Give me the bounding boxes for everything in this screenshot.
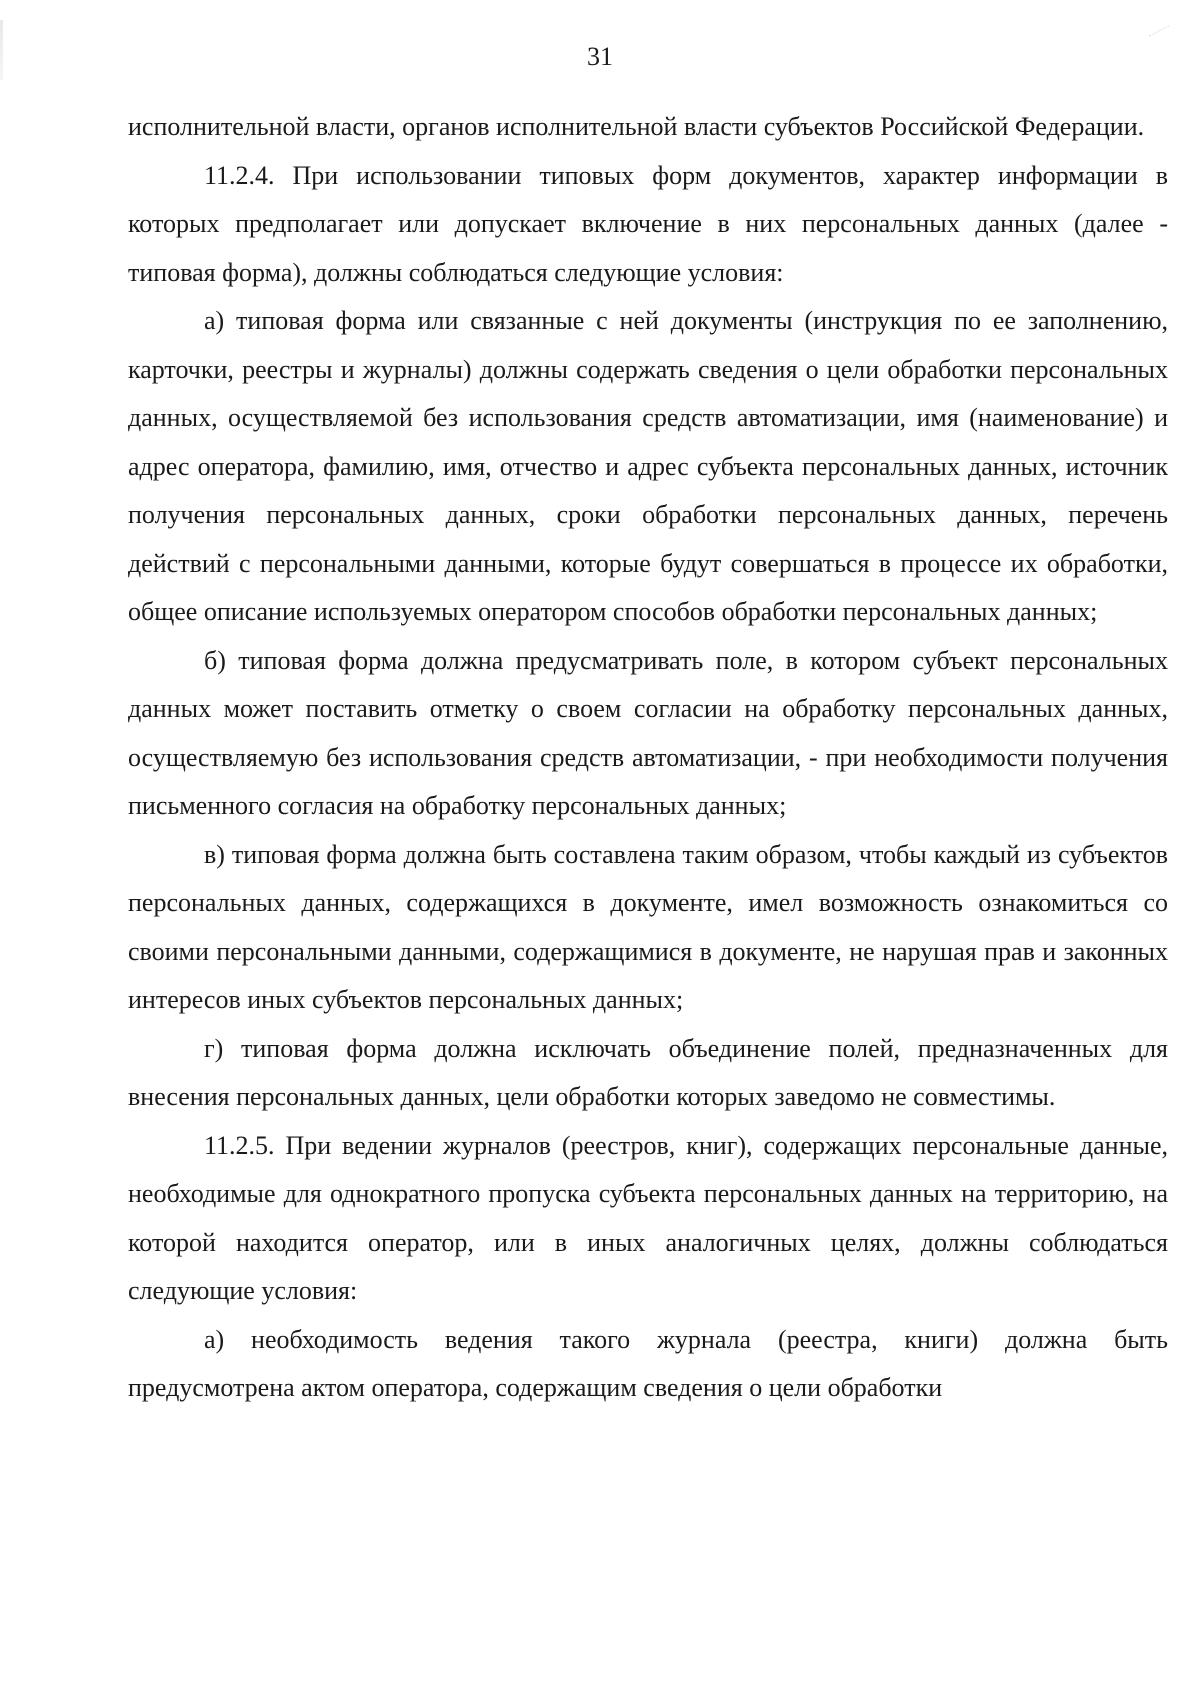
paragraph-continuation: исполнительной власти, органов исполнительной власти субъектов Российской Федерации. xyxy=(128,112,1145,141)
paragraph-11-2-5: 11.2.5. При ведении журналов (реестров, книг), содержащих персональные данные, необходимые для однократного пропуска субъекта персональных данных на территорию, на которой находится оператор, или в иных аналогичных целях, должны соблюдаться следующие условия: xyxy=(128,1130,1168,1305)
document-body xyxy=(128,103,1168,1413)
paragraph-11-2-4: 11.2.4. При использовании типовых форм документов, характер информации в которых предполагает или допускает включение в них персональных данных (далее - типовая форма), должны соблюдаться следующие условия: xyxy=(128,160,1168,287)
paragraph-11-2-5-a: а) необходимость ведения такого журнала (реестра, книги) должна быть предусмотрена актом оператора, содержащим сведения о цели обработки xyxy=(128,1324,1168,1402)
paragraph-11-2-4-b: б) типовая форма должна предусматривать поле, в котором субъект персональных данных может поставить отметку о своем согласии на обработку персональных данных, осуществляемую без использования средств автоматизации, - при необходимости получения письменного согласия на обработку персональных данных; xyxy=(128,645,1168,820)
scan-artifact-right xyxy=(1149,25,1173,43)
paragraph-11-2-4-g: г) типовая форма должна исключать объединение полей, предназначенных для внесения персональных данных, цели обработки которых заведомо не совместимы. xyxy=(128,1033,1168,1111)
paragraph-11-2-4-a: а) типовая форма или связанные с ней документы (инструкция по ее заполнению, карточки, реестры и журналы) должны содержать сведения о цели обработки персональных данных, осуществляемой без использования средств автоматизации, имя (наименование) и адрес оператора, фамилию, имя, отчество и адрес субъекта персональных данных, источник получения персональных данных, сроки обработки персональных данных, перечень действий с персональными данными, которые будут совершаться в процессе их обработки, общее описание используемых оператором способов обработки персональных данных; xyxy=(128,306,1168,626)
paragraph-11-2-4-v: в) типовая форма должна быть составлена таким образом, чтобы каждый из субъектов персональных данных, содержащихся в документе, имел возможность ознакомиться со своими персональными данными, содержащимися в документе, не нарушая прав и законных интересов иных субъектов персональных данных; xyxy=(128,839,1168,1014)
page-number: 31 xyxy=(587,42,613,71)
